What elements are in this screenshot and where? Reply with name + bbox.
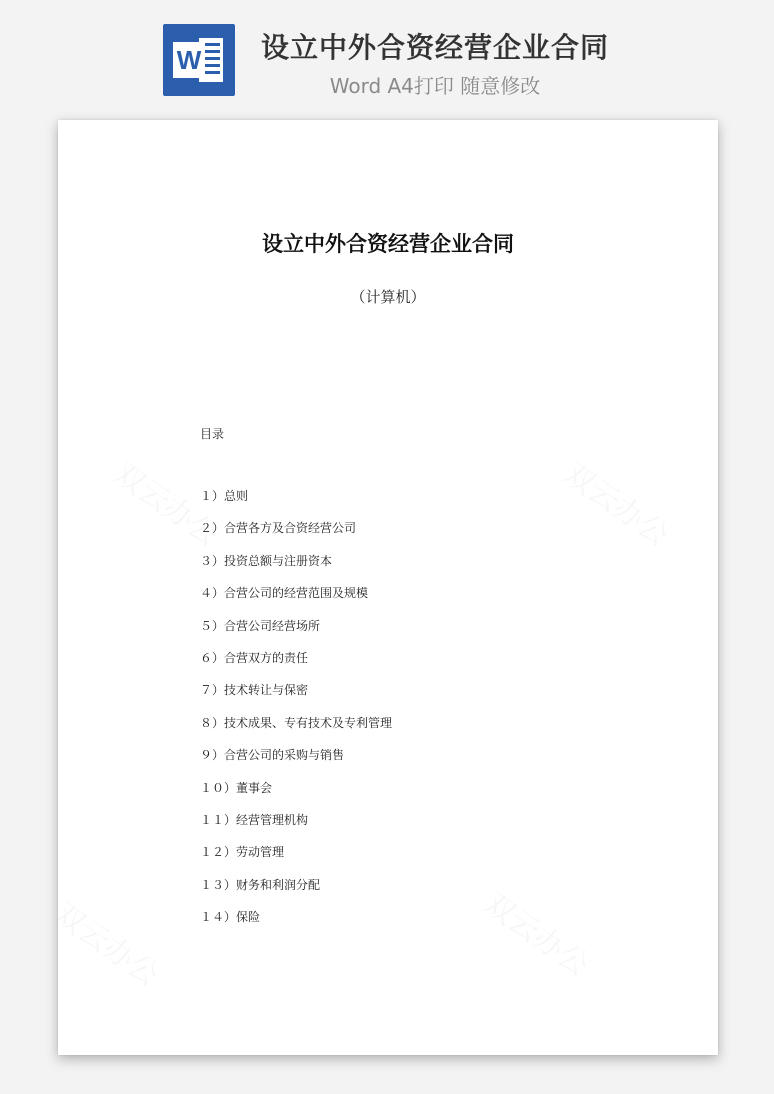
document-subtitle: （计算机） — [350, 288, 426, 306]
toc-heading: 目录 — [200, 427, 225, 441]
word-letter: W — [173, 42, 205, 78]
toc-item: １２）劳动管理 — [200, 845, 285, 860]
watermark — [476, 880, 600, 985]
toc-item: ３）投资总额与注册资本 — [200, 553, 333, 568]
toc-item: ７）技术转让与保密 — [200, 683, 309, 698]
toc-item: ５）合营公司经营场所 — [200, 618, 321, 633]
toc-item: １４）保险 — [200, 910, 261, 925]
toc-item: ６）合营双方的责任 — [200, 650, 309, 665]
toc-item: ９）合营公司的采购与销售 — [200, 748, 345, 763]
document-title: 设立中外合资经营企业合同 — [262, 231, 514, 256]
toc-item: １）总则 — [200, 489, 249, 503]
toc-item: １３）财务和利润分配 — [200, 877, 321, 892]
word-icon — [163, 24, 235, 96]
toc-item: ４）合营公司的经营范围及规模 — [200, 586, 369, 601]
toc-item: １０）董事会 — [200, 780, 273, 795]
banner-subtitle: Word A4打印 随意修改 — [329, 74, 541, 98]
document-page — [58, 120, 718, 1055]
toc-item: ２）合营各方及合资经营公司 — [200, 521, 357, 536]
watermark — [556, 450, 680, 555]
table-of-contents — [200, 488, 392, 941]
watermark — [58, 890, 170, 995]
toc-item: １１）经营管理机构 — [200, 812, 309, 827]
banner-title: 设立中外合资经营企业合同 — [260, 31, 609, 64]
toc-item: ８）技术成果、专有技术及专利管理 — [200, 715, 393, 730]
banner — [0, 0, 774, 110]
